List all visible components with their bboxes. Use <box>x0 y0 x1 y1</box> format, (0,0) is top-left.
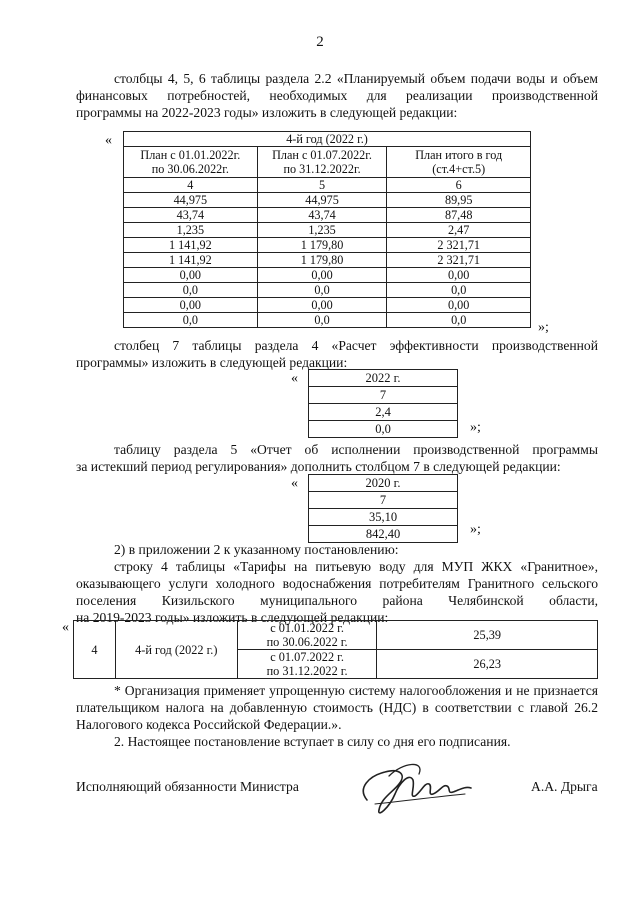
para5-line-2: оказывающего услуги холодного водоснабжения потребителям Гранитного сельского <box>76 576 598 591</box>
tariff-paragraph <box>76 558 598 626</box>
footnote-line-3: Налогового кодекса Российской Федерации.». <box>76 717 342 732</box>
table-row: 0,0 <box>309 421 458 438</box>
page-number: 2 <box>316 34 324 50</box>
footnote-line-1: * Организация применяет упрощенную систему налогообложения и не признается <box>114 683 598 698</box>
para3-line-2: за истекший период регулирования» дополнить столбцом 7 в следующей редакции: <box>76 459 561 474</box>
intro-line-1: столбцы 4, 5, 6 таблицы раздела 2.2 «Планируемый объем подачи воды и объем <box>114 71 598 86</box>
table-row: 0,0 0,0 0,0 <box>124 283 531 298</box>
para5-line-3: поселения Кизильского муниципального района Челябинской области, <box>76 593 598 608</box>
table-row: 7 <box>309 492 458 509</box>
effective-date-paragraph: 2. Настоящее постановление вступает в силу со дня его подписания. <box>114 734 511 749</box>
para5-line-1: строку 4 таблицы «Тарифы на питьевую воду для МУП ЖКХ «Гранитное», <box>114 559 598 574</box>
table-row <box>74 621 598 650</box>
table-row: 0,00 0,00 0,00 <box>124 298 531 313</box>
table-row: 43,74 43,74 87,48 <box>124 208 531 223</box>
table1-col-header: План с 01.07.2022г. по 31.12.2022г. <box>257 147 387 178</box>
table1-col-header: План итого в год (ст.4+ст.5) <box>387 147 531 178</box>
tariff-value: 26,23 <box>377 650 598 679</box>
table1-group-header: 4-й год (2022 г.) <box>124 132 531 147</box>
efficiency-table <box>308 369 458 438</box>
para5-line-4: на 2019-2023 годы» изложить в следующей редакции: <box>76 610 389 625</box>
footnote-line-2: плательщиком налога на добавленную стоимость (НДС) в соответствии с главой 26.2 <box>76 700 598 715</box>
table-row: 35,10 <box>309 509 458 526</box>
para2-line-1: столбец 7 таблицы раздела 4 «Расчет эффективности производственной <box>114 338 598 353</box>
table2-close-mark: »; <box>470 420 481 435</box>
table-row: 2022 г. <box>309 370 458 387</box>
report-table <box>308 474 458 543</box>
tariff-row-number: 4 <box>74 621 116 679</box>
table-row: 1 141,92 1 179,80 2 321,71 <box>124 238 531 253</box>
intro-paragraph <box>76 70 598 121</box>
para3-line-1: таблицу раздела 5 «Отчет об исполнении производственной программы <box>114 442 598 457</box>
table-row: 842,40 <box>309 526 458 543</box>
table1-col-header: План с 01.01.2022г. по 30.06.2022г. <box>124 147 258 178</box>
table2-open-quote: « <box>291 371 298 386</box>
tariff-table <box>73 620 598 679</box>
plan-table <box>123 131 531 328</box>
tariff-period: с 01.01.2022 г. по 30.06.2022 г. <box>237 621 377 650</box>
report-paragraph <box>76 441 598 475</box>
table-row: 0,0 0,0 0,0 <box>124 313 531 328</box>
table-row: 44,975 44,975 89,95 <box>124 193 531 208</box>
table1-open-quote: « <box>105 133 112 148</box>
tariff-year: 4-й год (2022 г.) <box>115 621 237 679</box>
table4-open-quote: « <box>62 620 69 635</box>
intro-line-3: программы на 2022-2023 годы» изложить в следующей редакции: <box>76 105 458 120</box>
tariff-value: 25,39 <box>377 621 598 650</box>
signatory-position: Исполняющий обязанности Министра <box>76 779 299 794</box>
table3-open-quote: « <box>291 476 298 491</box>
table-row: 1 141,92 1 179,80 2 321,71 <box>124 253 531 268</box>
column7-paragraph <box>76 337 598 371</box>
tariff-period: с 01.07.2022 г. по 31.12.2022 г. <box>237 650 377 679</box>
footnote <box>76 682 598 733</box>
para2-line-2: программы» изложить в следующей редакции: <box>76 355 348 370</box>
table-row: 0,00 0,00 0,00 <box>124 268 531 283</box>
table-row: 2020 г. <box>309 475 458 492</box>
table-row: 2,4 <box>309 404 458 421</box>
signatory-name: А.А. Дрыга <box>531 779 598 794</box>
appendix-paragraph: 2) в приложении 2 к указанному постановлению: <box>114 542 399 557</box>
table-row: 1,235 1,235 2,47 <box>124 223 531 238</box>
table3-close-mark: »; <box>470 522 481 537</box>
table-row: 7 <box>309 387 458 404</box>
table1-close-mark: »; <box>538 320 549 335</box>
intro-line-2: финансовых потребностей, необходимых для реализации производственной <box>76 88 598 103</box>
table-row: 4 5 6 <box>124 178 531 193</box>
handwritten-signature <box>355 758 485 816</box>
